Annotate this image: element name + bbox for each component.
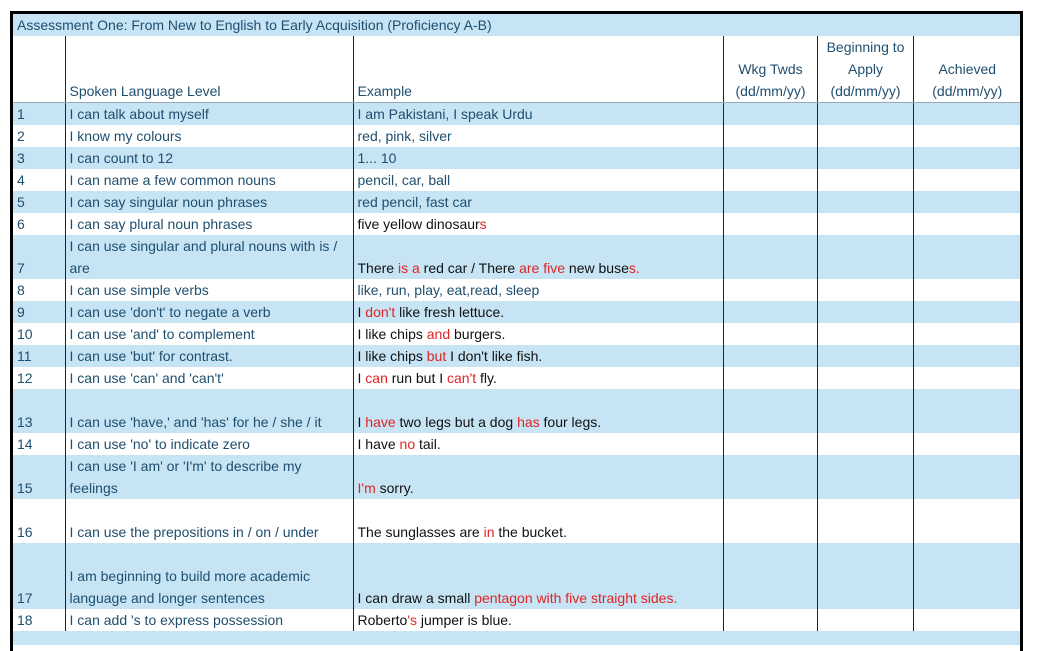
spoken-language-level: I am beginning to build more academic language and longer sentences [65, 543, 353, 609]
example-segment: red car / There [419, 260, 520, 276]
example-text [353, 279, 723, 301]
row-number: 11 [13, 345, 65, 367]
example-highlight: and [426, 326, 451, 342]
example-segment: like fresh lettuce. [395, 304, 505, 320]
empty-cell [13, 631, 65, 645]
example-text [353, 213, 723, 235]
example-highlight: 's [407, 612, 417, 628]
example-text [353, 499, 723, 543]
example-segment: I don't like fish. [446, 348, 543, 364]
example-text [353, 301, 723, 323]
spoken-language-level: I can talk about myself [65, 103, 353, 126]
example-highlight: is a [397, 260, 420, 276]
spoken-language-level: I can use 'don't' to negate a verb [65, 301, 353, 323]
empty-cell [65, 631, 353, 645]
empty-cell [817, 631, 913, 645]
example-highlight: but [426, 348, 447, 364]
example-text [353, 103, 723, 126]
example-highlight: can't [447, 370, 477, 386]
row-number: 12 [13, 367, 65, 389]
beginning-to-apply-date-cell[interactable] [817, 367, 913, 389]
example-segment: like, run, play, eat,read, sleep [357, 282, 540, 298]
beginning-to-apply-date-cell[interactable] [817, 191, 913, 213]
achieved-date-cell[interactable] [913, 455, 1020, 499]
row-number: 2 [13, 125, 65, 147]
example-segment: red, pink, silver [357, 128, 452, 144]
row-number: 16 [13, 499, 65, 543]
table-row [13, 389, 1020, 433]
beginning-to-apply-date-cell[interactable] [817, 323, 913, 345]
working-towards-date-cell[interactable] [723, 191, 817, 213]
example-segment: 1... 10 [357, 150, 397, 166]
beginning-to-apply-date-cell[interactable] [817, 169, 913, 191]
table-row [13, 191, 1020, 213]
achieved-date-cell[interactable] [913, 279, 1020, 301]
table-row [13, 323, 1020, 345]
assessment-table [13, 14, 1020, 645]
table-row [13, 609, 1020, 631]
beginning-to-apply-date-cell[interactable] [817, 455, 913, 499]
example-highlight: s [479, 216, 487, 232]
working-towards-date-cell[interactable] [723, 389, 817, 433]
row-number: 14 [13, 433, 65, 455]
beginning-to-apply-date-cell[interactable] [817, 609, 913, 631]
beginning-to-apply-date-cell[interactable] [817, 279, 913, 301]
spoken-language-level: I can use 'have,' and 'has' for he / she / it [65, 389, 353, 433]
beginning-to-apply-date-cell[interactable] [817, 147, 913, 169]
beginning-to-apply-date-cell[interactable] [817, 103, 913, 126]
beginning-to-apply-date-cell[interactable] [817, 301, 913, 323]
example-highlight: have [365, 414, 396, 430]
example-segment: I like chips [357, 326, 427, 342]
header-number [13, 36, 65, 103]
spoken-language-level: I can say plural noun phrases [65, 213, 353, 235]
example-text [353, 455, 723, 499]
working-towards-date-cell[interactable] [723, 345, 817, 367]
table-row [13, 543, 1020, 609]
spoken-language-level: I can use 'I am' or 'I'm' to describe my feelings [65, 455, 353, 499]
example-segment: tail. [415, 436, 441, 452]
spoken-language-level: I can use simple verbs [65, 279, 353, 301]
achieved-date-cell[interactable] [913, 301, 1020, 323]
empty-cell [913, 631, 1020, 645]
row-number: 7 [13, 235, 65, 279]
beginning-to-apply-date-cell[interactable] [817, 543, 913, 609]
table-row [13, 455, 1020, 499]
table-row [13, 433, 1020, 455]
example-segment: I have [357, 436, 400, 452]
achieved-date-cell[interactable] [913, 345, 1020, 367]
beginning-to-apply-date-cell[interactable] [817, 345, 913, 367]
beginning-to-apply-date-cell[interactable] [817, 389, 913, 433]
example-segment: sorry. [375, 480, 414, 496]
example-segment: four legs. [539, 414, 602, 430]
example-text [353, 543, 723, 609]
working-towards-date-cell[interactable] [723, 279, 817, 301]
achieved-date-cell[interactable] [913, 169, 1020, 191]
row-number: 15 [13, 455, 65, 499]
row-number: 18 [13, 609, 65, 631]
example-text [353, 367, 723, 389]
example-segment: The sunglasses are [357, 524, 484, 540]
spoken-language-level: I know my colours [65, 125, 353, 147]
achieved-date-cell[interactable] [913, 125, 1020, 147]
working-towards-date-cell[interactable] [723, 433, 817, 455]
empty-cell [353, 631, 723, 645]
example-text [353, 125, 723, 147]
working-towards-date-cell[interactable] [723, 125, 817, 147]
working-towards-date-cell[interactable] [723, 323, 817, 345]
beginning-to-apply-date-cell[interactable] [817, 433, 913, 455]
table-row [13, 147, 1020, 169]
header-working-towards: Wkg Twds (dd/mm/yy) [723, 36, 817, 103]
spoken-language-level: I can count to 12 [65, 147, 353, 169]
example-segment: I like chips [357, 348, 427, 364]
example-highlight: don't [365, 304, 396, 320]
example-segment: new buse [565, 260, 629, 276]
row-number: 1 [13, 103, 65, 126]
example-segment: I can draw a small [357, 590, 475, 606]
working-towards-date-cell[interactable] [723, 301, 817, 323]
table-row [13, 169, 1020, 191]
beginning-to-apply-date-cell[interactable] [817, 499, 913, 543]
spoken-language-level: I can use 'and' to complement [65, 323, 353, 345]
table-row [13, 279, 1020, 301]
working-towards-date-cell[interactable] [723, 169, 817, 191]
example-segment: There [357, 260, 398, 276]
example-text [353, 191, 723, 213]
header-spoken-language-level: Spoken Language Level [65, 36, 353, 103]
table-row [13, 213, 1020, 235]
header-example: Example [353, 36, 723, 103]
header-beginning-to-apply: Beginning to Apply (dd/mm/yy) [817, 36, 913, 103]
working-towards-date-cell[interactable] [723, 609, 817, 631]
table-row [13, 499, 1020, 543]
spoken-language-level: I can use 'but' for contrast. [65, 345, 353, 367]
row-number: 9 [13, 301, 65, 323]
table-row [13, 103, 1020, 126]
row-number: 13 [13, 389, 65, 433]
row-number: 8 [13, 279, 65, 301]
working-towards-date-cell[interactable] [723, 103, 817, 126]
achieved-date-cell[interactable] [913, 147, 1020, 169]
achieved-date-cell[interactable] [913, 323, 1020, 345]
example-text [353, 169, 723, 191]
assessment-sheet [10, 11, 1023, 651]
example-text [353, 609, 723, 631]
achieved-date-cell[interactable] [913, 191, 1020, 213]
working-towards-date-cell[interactable] [723, 543, 817, 609]
achieved-date-cell[interactable] [913, 389, 1020, 433]
example-segment: I [357, 414, 366, 430]
example-highlight: I'm [357, 480, 376, 496]
spoken-language-level: I can use the prepositions in / on / under [65, 499, 353, 543]
spoken-language-level: I can use 'can' and 'can't' [65, 367, 353, 389]
example-highlight: s. [628, 260, 640, 276]
example-segment: Roberto [357, 612, 408, 628]
working-towards-date-cell[interactable] [723, 147, 817, 169]
table-row-empty [13, 631, 1020, 645]
achieved-date-cell[interactable] [913, 235, 1020, 279]
beginning-to-apply-date-cell[interactable] [817, 125, 913, 147]
example-segment: I am Pakistani, I speak Urdu [357, 106, 533, 122]
achieved-date-cell[interactable] [913, 213, 1020, 235]
achieved-date-cell[interactable] [913, 609, 1020, 631]
empty-cell [723, 631, 817, 645]
achieved-date-cell[interactable] [913, 499, 1020, 543]
row-number: 3 [13, 147, 65, 169]
spoken-language-level: I can use singular and plural nouns with is / are [65, 235, 353, 279]
working-towards-date-cell[interactable] [723, 213, 817, 235]
example-highlight: in [483, 524, 495, 540]
example-highlight: has [517, 414, 540, 430]
example-highlight: no [399, 436, 416, 452]
table-row [13, 235, 1020, 279]
example-highlight: are five [519, 260, 566, 276]
spoken-language-level: I can add 's to express possession [65, 609, 353, 631]
example-segment: run but I [387, 370, 448, 386]
beginning-to-apply-date-cell[interactable] [817, 235, 913, 279]
spoken-language-level: I can use 'no' to indicate zero [65, 433, 353, 455]
example-text [353, 235, 723, 279]
example-segment: five yellow dinosaur [357, 216, 480, 232]
achieved-date-cell[interactable] [913, 367, 1020, 389]
example-text [353, 147, 723, 169]
example-segment: I [357, 370, 366, 386]
example-segment: I [357, 304, 366, 320]
working-towards-date-cell[interactable] [723, 455, 817, 499]
example-text [353, 345, 723, 367]
beginning-to-apply-date-cell[interactable] [817, 213, 913, 235]
working-towards-date-cell[interactable] [723, 499, 817, 543]
example-highlight: pentagon with five straight sides. [474, 590, 678, 606]
spoken-language-level: I can name a few common nouns [65, 169, 353, 191]
example-segment: burgers. [450, 326, 506, 342]
achieved-date-cell[interactable] [913, 103, 1020, 126]
example-segment: fly. [476, 370, 497, 386]
sheet-title: Assessment One: From New to English to Early Acquisition (Proficiency A-B) [13, 14, 1020, 36]
example-text [353, 433, 723, 455]
row-number: 17 [13, 543, 65, 609]
table-row [13, 345, 1020, 367]
example-segment: the bucket. [494, 524, 567, 540]
header-achieved: Achieved (dd/mm/yy) [913, 36, 1020, 103]
working-towards-date-cell[interactable] [723, 235, 817, 279]
row-number: 5 [13, 191, 65, 213]
example-segment: two legs but a dog [395, 414, 518, 430]
row-number: 6 [13, 213, 65, 235]
example-text [353, 389, 723, 433]
table-row [13, 367, 1020, 389]
example-text [353, 323, 723, 345]
table-row [13, 301, 1020, 323]
working-towards-date-cell[interactable] [723, 367, 817, 389]
table-row [13, 125, 1020, 147]
example-segment: red pencil, fast car [357, 194, 472, 210]
row-number: 10 [13, 323, 65, 345]
example-segment: pencil, car, ball [357, 172, 451, 188]
example-segment: jumper is blue. [417, 612, 512, 628]
row-number: 4 [13, 169, 65, 191]
spoken-language-level: I can say singular noun phrases [65, 191, 353, 213]
achieved-date-cell[interactable] [913, 433, 1020, 455]
example-highlight: can [365, 370, 388, 386]
achieved-date-cell[interactable] [913, 543, 1020, 609]
